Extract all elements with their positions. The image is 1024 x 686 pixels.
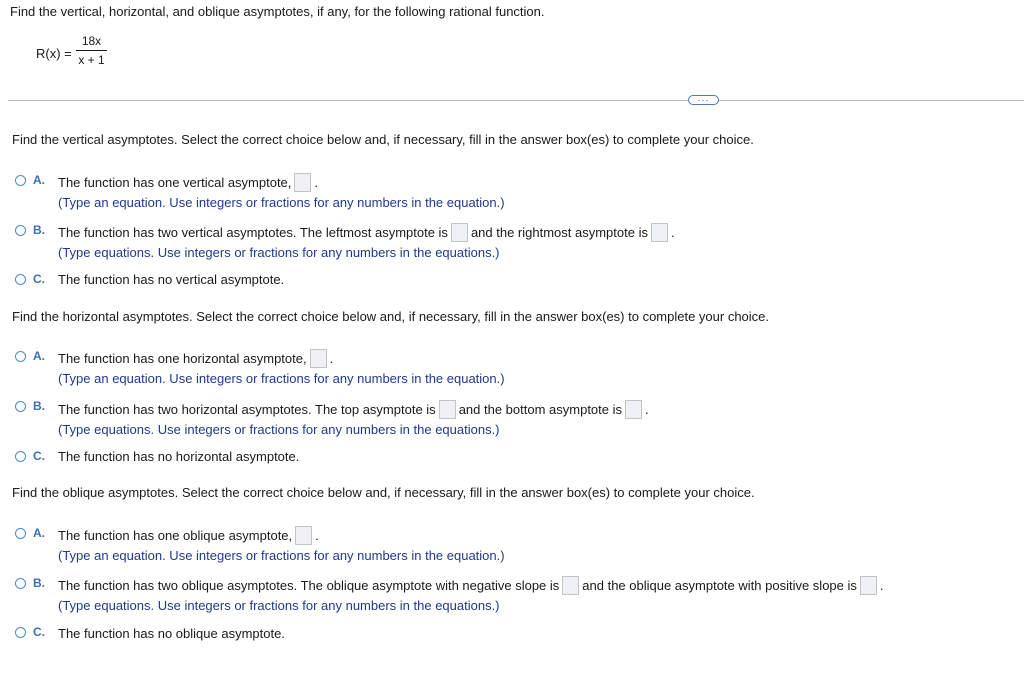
vertical-a-text: The function has one vertical asymptote,: [58, 174, 292, 190]
horizontal-letter-a: A.: [33, 349, 45, 363]
vertical-choice-c: [58, 272, 284, 287]
oblique-b-hint: (Type equations. Use integers or fractions for any numbers in the equations.): [58, 598, 500, 613]
oblique-b-end: .: [879, 577, 884, 593]
function-fraction: [76, 34, 107, 67]
vertical-radio-b[interactable]: [15, 225, 26, 236]
oblique-choice-a: [58, 525, 319, 545]
horizontal-prompt: Find the horizontal asymptotes. Select the correct choice below and, if necessary, fill in the answer box(es) to complete your choice.: [12, 309, 770, 324]
oblique-radio-b[interactable]: [15, 578, 26, 589]
function-name: R(x) =: [36, 46, 72, 61]
vertical-b-hint: (Type equations. Use integers or fractions for any numbers in the equations.): [58, 245, 500, 260]
oblique-a-text: The function has one oblique asymptote,: [58, 527, 293, 543]
oblique-a-end: .: [315, 527, 319, 543]
horizontal-b-text1: The function has two horizontal asymptotes. The top asymptote is: [58, 401, 436, 417]
vertical-b-text2: and the rightmost asymptote is: [470, 224, 648, 240]
horizontal-c-text: The function has no horizontal asymptote.: [58, 449, 300, 464]
oblique-c-text: The function has no oblique asymptote.: [58, 626, 285, 641]
oblique-choice-c: [58, 626, 285, 641]
fraction-bar: [76, 50, 107, 51]
oblique-choice-b: [58, 575, 884, 595]
horizontal-a-text: The function has one horizontal asymptote,: [58, 350, 307, 366]
vertical-choice-a: [58, 172, 318, 192]
horizontal-a-hint: (Type an equation. Use integers or fractions for any numbers in the equation.): [58, 371, 505, 386]
horizontal-letter-c: C.: [33, 449, 45, 463]
oblique-radio-a[interactable]: [15, 528, 26, 539]
section-divider: [8, 100, 1024, 101]
horizontal-radio-b[interactable]: [15, 401, 26, 412]
horizontal-radio-a[interactable]: [15, 351, 26, 362]
oblique-letter-a: A.: [33, 526, 45, 540]
oblique-letter-b: B.: [33, 576, 45, 590]
vertical-b-end: .: [670, 224, 675, 240]
horizontal-b-end: .: [645, 401, 649, 417]
vertical-b-answer-box-right[interactable]: [651, 223, 668, 242]
horizontal-choice-c: [58, 449, 299, 464]
vertical-letter-b: B.: [33, 223, 45, 237]
horizontal-letter-b: B.: [33, 399, 45, 413]
oblique-radio-c[interactable]: [15, 627, 26, 638]
vertical-b-text1: The function has two vertical asymptotes. The leftmost asymptote is: [58, 224, 448, 240]
vertical-prompt: Find the vertical asymptotes. Select the correct choice below and, if necessary, fill in the answer box(es) to complete your choice.: [12, 132, 754, 147]
horizontal-b-answer-box-top[interactable]: [439, 400, 456, 419]
oblique-a-answer-box[interactable]: [295, 526, 312, 545]
oblique-b-answer-box-positive[interactable]: [860, 576, 877, 595]
vertical-b-answer-box-left[interactable]: [451, 223, 468, 242]
vertical-radio-a[interactable]: [15, 175, 26, 186]
fraction-denominator: x + 1: [78, 53, 105, 67]
horizontal-b-answer-box-bottom[interactable]: [625, 400, 642, 419]
oblique-b-answer-box-negative[interactable]: [562, 576, 579, 595]
oblique-letter-c: C.: [33, 625, 45, 639]
vertical-choice-b: [58, 222, 675, 242]
horizontal-choice-b: [58, 399, 649, 419]
oblique-prompt: Find the oblique asymptotes. Select the correct choice below and, if necessary, fill in the answer box(es) to complete your choice.: [12, 485, 755, 500]
horizontal-radio-c[interactable]: [15, 451, 26, 462]
more-options-button[interactable]: ···: [688, 95, 719, 105]
vertical-a-hint: (Type an equation. Use integers or fractions for any numbers in the equation.): [58, 195, 505, 210]
horizontal-choice-a: [58, 348, 333, 368]
vertical-c-text: The function has no vertical asymptote.: [58, 272, 285, 287]
vertical-a-answer-box[interactable]: [294, 173, 311, 192]
vertical-radio-c[interactable]: [15, 274, 26, 285]
vertical-letter-c: C.: [33, 272, 45, 286]
vertical-letter-a: A.: [33, 173, 45, 187]
horizontal-a-end: .: [329, 350, 334, 366]
horizontal-b-text2: and the bottom asymptote is: [458, 401, 622, 417]
oblique-a-hint: (Type an equation. Use integers or fractions for any numbers in the equation.): [58, 548, 505, 563]
fraction-numerator: 18x: [81, 34, 102, 48]
oblique-b-text2: and the oblique asymptote with positive slope is: [582, 577, 857, 593]
question-intro: Find the vertical, horizontal, and oblique asymptotes, if any, for the following rational function.: [10, 4, 545, 19]
vertical-a-end: .: [314, 174, 319, 190]
horizontal-b-hint: (Type equations. Use integers or fractions for any numbers in the equations.): [58, 422, 500, 437]
oblique-b-text1: The function has two oblique asymptotes. The oblique asymptote with negative slope is: [58, 577, 560, 593]
horizontal-a-answer-box[interactable]: [310, 349, 327, 368]
